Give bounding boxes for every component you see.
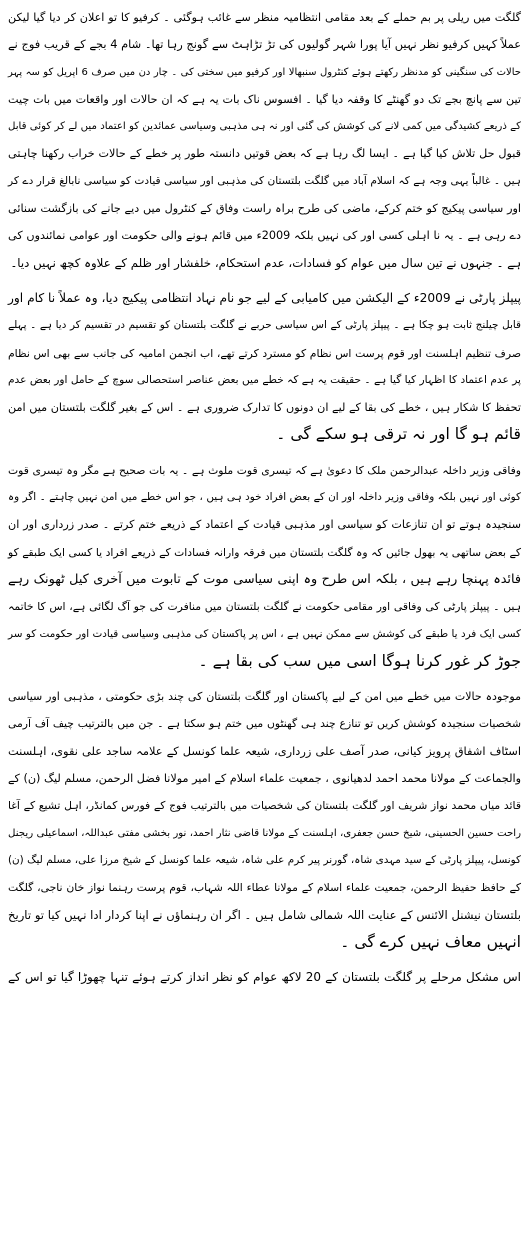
text-line: سنجیدہ ہوتے تو ان تنازعات کو سیاسی اور مذہبی قیادت کے اعتماد کے ذریعے ختم کرتے ۔ صدر زرداری اور ان (8, 518, 521, 532)
text-line: دے رہی ہے ۔ یہ نا اہلی کسی اور کی نہیں بلکہ 2009ء میں قائم ہونے والی حکومت اور عوامی نمائندوں کی (8, 229, 521, 243)
text-line: ہیں ۔ غالباً یہی وجہ ہے کہ اسلام آباد میں گلگت بلتستان کی مذہبی اور سیاسی قیادت کو سیاسی نابالغ قرار دے کر (8, 174, 521, 187)
text-line: کے حافظ حفیظ الرحمن، جمعیت علماء اسلام کے مولانا عطاء اللہ شہاب، قوم پرست رہنما نواز خان ناجی، گلگت (8, 881, 521, 895)
paragraph-3 (8, 457, 521, 675)
text-line: کونسل، پیپلز پارٹی کے سید مہدی شاہ، گورنر پیر کرم علی شاہ، شیعہ علما کونسل کے شیخ مرزا علی، مسلم لیگ (ن) (8, 853, 521, 866)
text-line: حالات کی سنگینی کو مدنظر رکھتے ہوئے کنٹرول سنبھالا اور کرفیو میں سختی کی ۔ چار دن میں صرف 6 اپریل کو سہ پہر (8, 66, 521, 78)
text-line: راحت حسین الحسینی، شیخ حسن جعفری، اہلسنت کے مولانا قاضی نثار احمد، نور بخشی مفتی عبداللہ، اسماعیلی ریجنل (8, 827, 521, 839)
text-line: شخصیات سنجیدہ کوشش کریں تو تنازع چند ہی گھنٹوں میں ختم ہو سکتا ہے ۔ جن میں بالترتیب چیف آف آرمی (8, 717, 521, 731)
text-line: کسی ایک فرد یا طبقے کی کوشش سے ممکن نہیں ہے ، اس پر پاکستان کی مذہبی وسیاسی قیادت اور حکومت کو سر (8, 627, 521, 640)
text-line: ہیں ۔ پیپلز پارٹی کی وفاقی اور مقامی حکومت نے گلگت بلتستان میں منافرت کی جو آگ لگائی ہے، اس کا خاتمہ (8, 600, 521, 614)
text-line: گلگت میں ریلی پر بم حملے کے بعد مقامی انتظامیہ منظر سے غائب ہوگئی ۔ کرفیو کا تو اعلان کر دیا گیا لیکن (8, 11, 521, 24)
text-line: اس مشکل مرحلے پر گلگت بلتستان کے 20 لاکھ عوام کو نظر انداز کرتے ہوئے تنہا چھوڑا گیا تو اس کے (8, 970, 522, 985)
text-line: بلتستان نیشنل الائنس کے عنایت اللہ شمالی شامل ہیں ۔ اگر ان رہنماؤں نے اپنا کردار ادا نہیں کیا تو تاریخ (8, 907, 521, 922)
text-line: پیپلز پارٹی نے 2009ء کے الیکشن میں کامیابی کے لیے جو نام نہاد انتظامی پیکیج دیا، وہ عملاً نا کام اور (8, 290, 521, 305)
text-line: قابل چیلنج ثابت ہو چکا ہے ۔ پیپلز پارٹی کے اس سیاسی حربے نے گلگت بلتستان کو تقسیم در تقسیم کر دیا ہے ۔ پہلے (8, 319, 521, 332)
text-line: تحفظ کا شکار ہیں ، خطے کی بقا کے لیے ان دونوں کا تدارک ضروری ہے ۔ اس کے بغیر گلگت بلتستان میں امن (8, 401, 521, 415)
text-line: فائدہ پہنچا رہے ہیں ، بلکہ اس طرح وہ اپنی سیاسی موت کے تابوت میں آخری کیل ٹھونک رہے (8, 571, 521, 587)
text-line: اور سیاسی پیکیج کو ختم کرکے، ماضی کی طرح براہ راست وفاق کے کنٹرول میں دیے جانے کی بازگشت سنائی (8, 202, 521, 216)
text-line: والجماعت کے مولانا محمد احمد لدھیانوی ، جمعیت علماء اسلام کے امیر مولانا فضل الرحمن، مسلم لیگ (ن) کے (8, 772, 521, 786)
text-line: انہیں معاف نہیں کرے گی ۔ (340, 932, 521, 951)
text-line: ہے ۔ جنہوں نے تین سال میں عوام کو فسادات، عدم استحکام، خلفشار اور ظلم کے علاوہ کچھ نہیں دیا۔ (10, 255, 521, 270)
paragraph-5 (8, 964, 521, 991)
text-line: کے بعض ساتھی یہ بھول جائیں کہ وہ گلگت بلتستان میں فرقہ وارانہ فسادات کے ذریعے افراد یا کسی ایک طبقے کو (8, 545, 521, 559)
paragraph-2 (8, 285, 521, 449)
text-line: تین سے پانچ بجے تک دو گھنٹے کا وقفہ دیا گیا ۔ افسوس ناک بات یہ ہے کہ ان حالات اور واقعات میں بات چیت (8, 92, 521, 106)
text-line: قبول حل تلاش کیا گیا ہے ۔ ایسا لگ رہا ہے کہ بعض قوتیں دانستہ طور پر خطے کے حالات خراب رکھنا چاہتی (8, 147, 521, 161)
text-line: جوڑ کر غور کرنا ہوگا اسی میں سب کی بقا ہے ۔ (198, 651, 521, 670)
text-line: کے ذریعے کشیدگی میں کمی لانے کی کوشش کی گئی اور نہ ہی مذہبی وسیاسی عمائدین کو اعتماد میں لے کر کوئی قابل (8, 121, 521, 133)
text-line: کوئی اور نہیں بلکہ وفاقی وزیر داخلہ اور ان کے بعض افراد خود ہی ہیں ، جو اس خطے میں امن نہیں چاہتے ۔ اگر وہ (8, 491, 521, 504)
text-line: وفاقی وزیر داخلہ عبدالرحمن ملک کا دعویٰ ہے کہ تیسری قوت ملوث ہے ۔ یہ بات صحیح ہے مگر وہ تیسری قوت (8, 463, 521, 477)
text-line: قائد میاں محمد نواز شریف اور گلگت بلتستان کی شخصیات میں بالترتیب فوج کے فورس کمانڈر، اہل تشیع کے آغا (8, 799, 521, 813)
text-line: اسٹاف اشفاق پرویز کیانی، صدر آصف علی زرداری، شیعہ علما کونسل کے علامہ ساجد علی نقوی، اہلسنت (8, 743, 521, 758)
text-line: موجودہ حالات میں خطے میں امن کے لیے پاکستان اور گلگت بلتستان کی چند بڑی حکومتی ، مذہبی اور سیاسی (8, 690, 521, 704)
text-line: صرف تنظیم اہلسنت اور قوم پرست اس نظام کو مسترد کرتے تھے، اب انجمن امامیہ کی جانب سے بھی اس نظام (8, 346, 521, 360)
paragraph-4 (8, 683, 521, 956)
text-line: پر عدم اعتماد کا اظہار کیا گیا ہے ۔ حقیقت یہ ہے کہ خطے میں بعض عناصر استحصالی سوچ کے حامل اور بعض عدم (8, 373, 521, 386)
paragraph-1 (8, 4, 521, 277)
text-line: عملاً کہیں کرفیو نظر نہیں آیا پورا شہر گولیوں کی تڑ تڑاہٹ سے گونج رہا تھا۔ شام 4 بجے کے قریب فوج نے (8, 37, 521, 52)
text-line: قائم ہو گا اور نہ ترقی ہو سکے گی ۔ (276, 425, 521, 444)
